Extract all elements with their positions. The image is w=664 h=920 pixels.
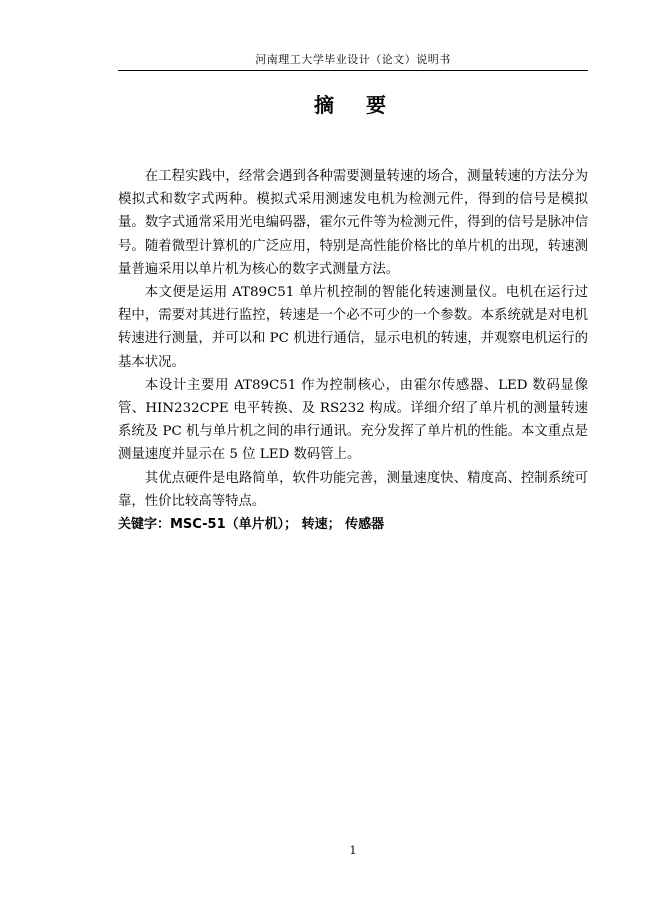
running-header: 河南理工大学毕业设计（论文）说明书 [255,53,451,66]
page-title: 摘 要 [314,93,392,117]
abstract-paragraph: 在工程实践中，经常会遇到各种需要测量转速的场合，测量转速的方法分为模拟式和数字式两种。模拟式采用测速发电机为检测元件，得到的信号是模拟量。数字式通常采用光电编码器，霍尔元件等为检测元件，得到的信号是脉冲信号。随着微型计算机的广泛应用，特别是高性能价格比的单片机的出现，转速测量普遍采用以单片机为核心的数字式测量方法。 [118,169,588,277]
abstract-body [118,165,588,536]
header-divider [118,70,588,71]
abstract-paragraph: 本设计主要用 AT89C51 作为控制核心，由霍尔传感器、LED 数码显像管、HIN232CPE 电平转换、及 RS232 构成。详细介绍了单片机的测量转速系统及 PC 机与单片机之间的串行通讯。充分发挥了单片机的性能。本文重点是测量速度并显示在 5 位 LED 数码管上。 [118,377,588,463]
abstract-paragraph: 其优点硬件是电路简单，软件功能完善，测量速度快、精度高、控制系统可靠，性价比较高等特点。 [118,470,588,509]
keywords-line: 关键字：MSC-51（单片机）； 转速； 传感器 [118,517,385,533]
page-number: 1 [349,844,357,857]
abstract-paragraph: 本文便是运用 AT89C51 单片机控制的智能化转速测量仪。电机在运行过程中，需要对其进行监控，转速是一个必不可少的一个参数。本系统就是对电机转速进行测量，并可以和 PC 机进行通信，显示电机的转速，并观察电机运行的基本状况。 [118,285,588,370]
